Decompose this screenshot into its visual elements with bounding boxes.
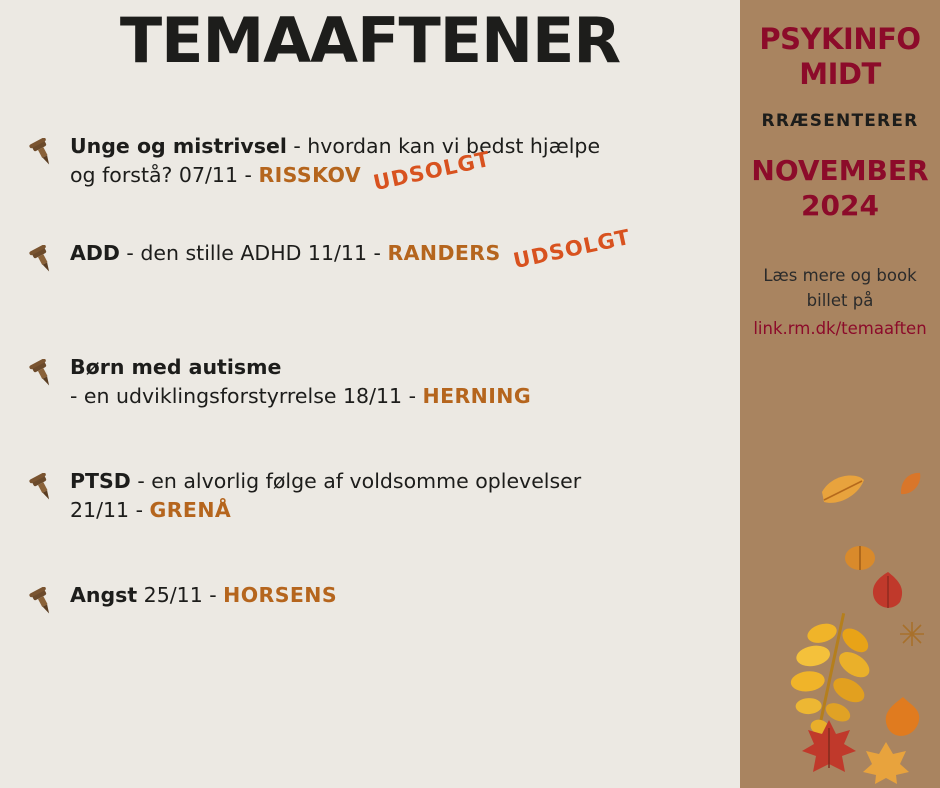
list-item	[22, 581, 722, 639]
booking-info	[740, 263, 940, 342]
leaf-icon	[800, 718, 858, 782]
year-label: 2024	[801, 188, 879, 222]
event-text	[70, 581, 722, 610]
event-desc-2: 21/11 -	[70, 498, 150, 523]
event-place: HORSENS	[223, 583, 338, 608]
event-place: GRENÅ	[149, 498, 232, 523]
event-desc: - den stille ADHD 11/11 -	[119, 240, 388, 265]
event-title: Unge og mistrivsel	[70, 134, 287, 158]
leaf-icon	[898, 470, 924, 502]
status-badge: UDSOLGT	[371, 146, 493, 196]
leaf-icon	[862, 740, 910, 788]
month-year	[740, 153, 940, 223]
brand-line-2: MIDT	[799, 57, 881, 92]
pushpin-icon	[28, 138, 58, 168]
list-item	[22, 132, 722, 196]
list-item	[22, 353, 722, 411]
pushpin-icon	[28, 473, 58, 503]
booking-line-1: Læs mere og book	[763, 265, 917, 285]
booking-line-2: billet på	[806, 291, 874, 311]
pushpin-icon	[28, 359, 58, 389]
event-place: HERNING	[422, 384, 532, 409]
event-desc: 25/11 -	[137, 583, 224, 608]
event-desc-2: - en udviklingsforstyrrelse 18/11 -	[70, 384, 423, 409]
status-badge: UDSOLGT	[510, 224, 633, 274]
event-title: Angst	[70, 583, 138, 608]
brand-name	[740, 22, 940, 93]
event-place: RANDERS	[387, 240, 501, 265]
event-title: ADD	[70, 240, 120, 265]
event-text	[70, 353, 722, 411]
leaf-icon	[898, 620, 926, 652]
event-title: Børn med autisme	[70, 354, 282, 379]
event-title: PTSD	[70, 469, 131, 494]
list-item	[22, 467, 722, 525]
month-label: NOVEMBER	[751, 153, 929, 187]
event-list	[22, 132, 722, 639]
event-text	[70, 224, 722, 274]
leaf-icon	[880, 694, 926, 746]
brand-line-1: PSYKINFO	[759, 22, 921, 56]
leaf-icon	[818, 470, 868, 514]
pushpin-icon	[28, 587, 58, 617]
event-text	[70, 132, 722, 196]
presents-label: RRÆSENTERER	[761, 110, 919, 131]
event-desc: - en alvorlig følge af voldsomme oplevelser	[130, 469, 582, 494]
booking-link[interactable]: link.rm.dk/temaaften	[753, 318, 927, 338]
event-text	[70, 467, 722, 525]
sidebar	[740, 0, 940, 788]
event-place: RISSKOV	[258, 163, 361, 188]
list-item	[22, 224, 722, 297]
page-title: TEMAAFTENER	[119, 4, 621, 77]
pushpin-icon	[28, 245, 58, 275]
event-desc: - hvordan kan vi bedst hjælpe	[286, 134, 601, 158]
event-desc-2: og forstå? 07/11 -	[70, 163, 259, 188]
